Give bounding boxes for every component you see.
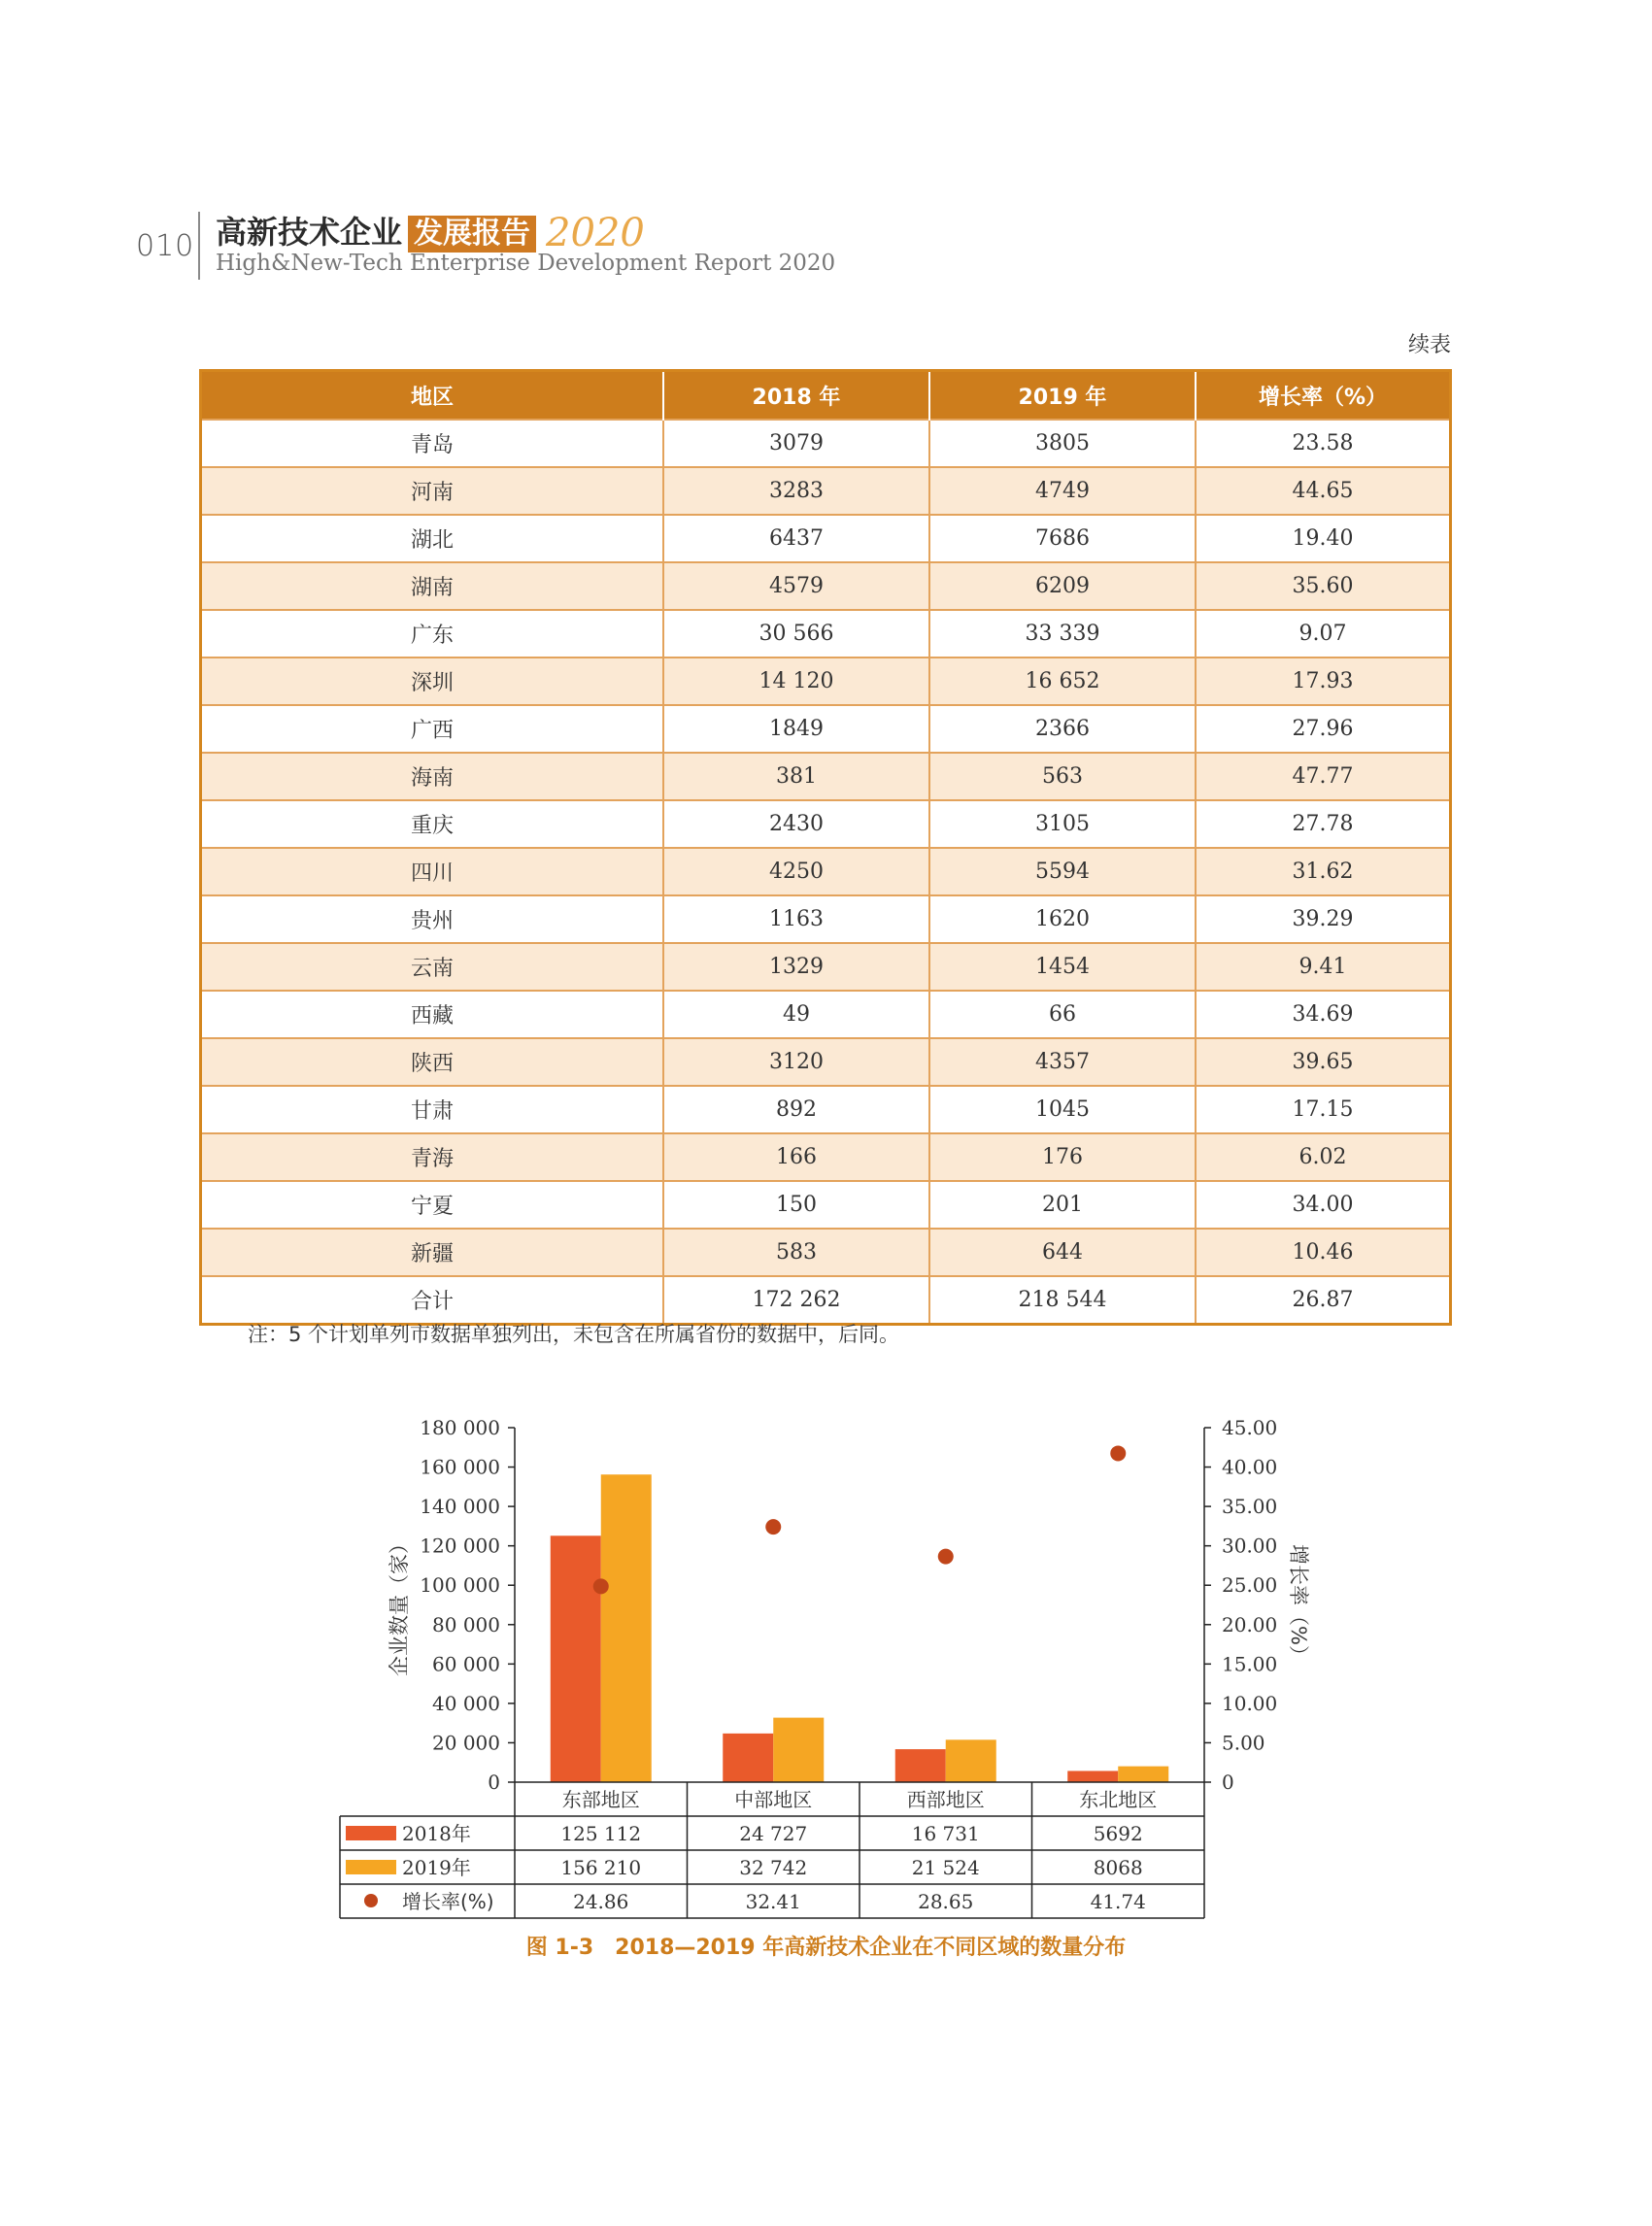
- data-label: 24.86: [573, 1890, 629, 1913]
- cell-growth: 35.60: [1196, 562, 1451, 610]
- cell-2019: 66: [929, 991, 1196, 1038]
- cell-region: 湖南: [201, 562, 664, 610]
- legend-swatch-2019: [346, 1860, 396, 1874]
- category-label: 中部地区: [734, 1788, 813, 1811]
- table-row: [201, 943, 1451, 991]
- cell-region: 重庆: [201, 800, 664, 848]
- bar-2018: [551, 1535, 601, 1782]
- cell-2018: 3079: [663, 420, 929, 467]
- growth-point: [593, 1578, 609, 1594]
- table-row: [201, 1229, 1451, 1276]
- cell-2018: 14 120: [663, 658, 929, 705]
- cell-region: 西藏: [201, 991, 664, 1038]
- cell-2019: 2366: [929, 705, 1196, 753]
- cell-growth: 19.40: [1196, 515, 1451, 562]
- cell-2019: 33 339: [929, 610, 1196, 658]
- growth-point: [765, 1519, 781, 1535]
- cell-2018: 2430: [663, 800, 929, 848]
- cell-growth: 27.78: [1196, 800, 1451, 848]
- data-label: 8068: [1093, 1856, 1143, 1879]
- cell-growth: 44.65: [1196, 467, 1451, 515]
- cell-region: 广东: [201, 610, 664, 658]
- table-row: [201, 1133, 1451, 1181]
- table-row: [201, 991, 1451, 1038]
- cell-region: 新疆: [201, 1229, 664, 1276]
- left-tick-label: 60 000: [432, 1652, 500, 1676]
- cell-2019: 644: [929, 1229, 1196, 1276]
- cell-region: 海南: [201, 753, 664, 800]
- cell-2019: 1454: [929, 943, 1196, 991]
- left-tick-label: 140 000: [420, 1495, 500, 1519]
- data-label: 41.74: [1090, 1890, 1146, 1913]
- cell-2018: 30 566: [663, 610, 929, 658]
- right-tick-label: 15.00: [1222, 1652, 1278, 1676]
- col-header-growth: 增长率（%）: [1196, 371, 1451, 421]
- cell-2018: 166: [663, 1133, 929, 1181]
- left-axis-title: 企业数量（家）: [388, 1534, 411, 1676]
- table-row: [201, 515, 1451, 562]
- cell-2019: 1045: [929, 1086, 1196, 1133]
- cell-2019: 218 544: [929, 1276, 1196, 1325]
- table-row: [201, 705, 1451, 753]
- cell-growth: 6.02: [1196, 1133, 1451, 1181]
- cell-2018: 583: [663, 1229, 929, 1276]
- left-tick-label: 20 000: [432, 1731, 500, 1755]
- left-tick-label: 80 000: [432, 1612, 500, 1636]
- cell-growth: 31.62: [1196, 848, 1451, 895]
- right-tick-label: 45.00: [1222, 1416, 1278, 1439]
- cell-2019: 3805: [929, 420, 1196, 467]
- cell-2019: 6209: [929, 562, 1196, 610]
- table-row: [201, 1181, 1451, 1229]
- cell-2019: 3105: [929, 800, 1196, 848]
- cell-growth: 17.93: [1196, 658, 1451, 705]
- cell-2018: 150: [663, 1181, 929, 1229]
- data-label: 24 727: [739, 1822, 808, 1845]
- table-row: [201, 658, 1451, 705]
- cell-2019: 5594: [929, 848, 1196, 895]
- cell-region: 青海: [201, 1133, 664, 1181]
- growth-point: [1110, 1445, 1126, 1461]
- table-row: [201, 1086, 1451, 1133]
- col-header-2018: 2018 年: [663, 371, 929, 421]
- cell-2018: 1163: [663, 895, 929, 943]
- bar-2019: [601, 1474, 652, 1782]
- cell-region: 合计: [201, 1276, 664, 1325]
- table-row: [201, 562, 1451, 610]
- cell-growth: 27.96: [1196, 705, 1451, 753]
- table-row: [201, 1038, 1451, 1086]
- cell-region: 湖北: [201, 515, 664, 562]
- cell-2019: 4749: [929, 467, 1196, 515]
- bar-2019: [1118, 1767, 1168, 1782]
- cell-region: 广西: [201, 705, 664, 753]
- category-label: 东部地区: [561, 1788, 640, 1811]
- cell-2018: 1849: [663, 705, 929, 753]
- right-tick-label: 0: [1222, 1771, 1234, 1794]
- table-note: 注：5 个计划单列市数据单独列出，未包含在所属省份的数据中，后同。: [248, 1323, 900, 1346]
- cell-region: 陕西: [201, 1038, 664, 1086]
- legend-swatch-growth: [364, 1894, 378, 1907]
- cell-2018: 381: [663, 753, 929, 800]
- data-label: 32.41: [745, 1890, 801, 1913]
- cell-growth: 17.15: [1196, 1086, 1451, 1133]
- title-cn: 高新技术企业: [216, 214, 403, 251]
- header-divider: [198, 212, 200, 280]
- report-title: [216, 208, 645, 253]
- cell-region: 甘肃: [201, 1086, 664, 1133]
- cell-region: 深圳: [201, 658, 664, 705]
- cell-growth: 10.46: [1196, 1229, 1451, 1276]
- cell-growth: 39.29: [1196, 895, 1451, 943]
- title-year: 2020: [546, 211, 645, 255]
- cell-2019: 1620: [929, 895, 1196, 943]
- category-label: 东北地区: [1079, 1788, 1158, 1811]
- bar-2018: [1067, 1771, 1118, 1782]
- cell-2018: 49: [663, 991, 929, 1038]
- table-header-row: [201, 371, 1451, 421]
- continued-label: 续表: [1408, 333, 1452, 357]
- cell-growth: 26.87: [1196, 1276, 1451, 1325]
- cell-region: 四川: [201, 848, 664, 895]
- cell-2018: 1329: [663, 943, 929, 991]
- cell-2018: 172 262: [663, 1276, 929, 1325]
- report-subtitle: High&New-Tech Enterprise Development Report 2020: [216, 251, 836, 276]
- col-header-2019: 2019 年: [929, 371, 1196, 421]
- right-tick-label: 10.00: [1222, 1691, 1278, 1715]
- cell-2018: 6437: [663, 515, 929, 562]
- left-tick-label: 120 000: [420, 1534, 500, 1558]
- right-tick-label: 20.00: [1222, 1612, 1278, 1636]
- bar-2019: [946, 1739, 996, 1782]
- region-chart: [330, 1399, 1310, 1923]
- table-row: [201, 1276, 1451, 1325]
- left-tick-label: 160 000: [420, 1455, 500, 1479]
- legend-swatch-2018: [346, 1826, 396, 1840]
- cell-2019: 176: [929, 1133, 1196, 1181]
- table-row: [201, 610, 1451, 658]
- table-row: [201, 848, 1451, 895]
- cell-growth: 34.00: [1196, 1181, 1451, 1229]
- cell-2018: 892: [663, 1086, 929, 1133]
- cell-2019: 7686: [929, 515, 1196, 562]
- right-tick-label: 30.00: [1222, 1534, 1278, 1558]
- cell-2018: 3120: [663, 1038, 929, 1086]
- page-number: 010: [136, 229, 195, 263]
- data-label: 21 524: [911, 1856, 980, 1879]
- left-tick-label: 0: [488, 1771, 500, 1794]
- cell-2018: 4579: [663, 562, 929, 610]
- data-label: 156 210: [560, 1856, 642, 1879]
- right-tick-label: 40.00: [1222, 1455, 1278, 1479]
- growth-point: [938, 1549, 954, 1565]
- data-label: 125 112: [560, 1822, 642, 1845]
- right-tick-label: 5.00: [1222, 1731, 1265, 1755]
- cell-growth: 9.07: [1196, 610, 1451, 658]
- data-label: 28.65: [918, 1890, 974, 1913]
- cell-2019: 563: [929, 753, 1196, 800]
- table-row: [201, 895, 1451, 943]
- cell-2018: 3283: [663, 467, 929, 515]
- table-row: [201, 420, 1451, 467]
- legend-label: 2019年: [402, 1856, 471, 1879]
- title-highlight: 发展报告: [408, 216, 536, 253]
- cell-growth: 39.65: [1196, 1038, 1451, 1086]
- left-tick-label: 180 000: [420, 1416, 500, 1439]
- left-tick-label: 100 000: [420, 1573, 500, 1598]
- table-row: [201, 800, 1451, 848]
- cell-growth: 34.69: [1196, 991, 1451, 1038]
- data-label: 32 742: [739, 1856, 808, 1879]
- region-table: [199, 369, 1452, 1326]
- cell-growth: 9.41: [1196, 943, 1451, 991]
- figure-caption: 图 1-3 2018—2019 年高新技术企业在不同区域的数量分布: [525, 1936, 1127, 1960]
- cell-growth: 23.58: [1196, 420, 1451, 467]
- category-label: 西部地区: [906, 1788, 985, 1811]
- col-header-region: 地区: [201, 371, 664, 421]
- data-label: 5692: [1093, 1822, 1143, 1845]
- cell-region: 宁夏: [201, 1181, 664, 1229]
- legend-label: 增长率(%): [402, 1890, 494, 1913]
- cell-growth: 47.77: [1196, 753, 1451, 800]
- bar-2018: [895, 1749, 946, 1782]
- cell-2018: 4250: [663, 848, 929, 895]
- left-tick-label: 40 000: [432, 1691, 500, 1715]
- right-tick-label: 25.00: [1222, 1573, 1278, 1598]
- right-tick-label: 35.00: [1222, 1495, 1278, 1519]
- cell-region: 青岛: [201, 420, 664, 467]
- right-axis-title: 增长率（%）: [1287, 1544, 1310, 1666]
- data-label: 16 731: [911, 1822, 980, 1845]
- legend-label: 2018年: [402, 1822, 471, 1845]
- table-row: [201, 753, 1451, 800]
- table-row: [201, 467, 1451, 515]
- cell-2019: 16 652: [929, 658, 1196, 705]
- cell-region: 贵州: [201, 895, 664, 943]
- cell-2019: 4357: [929, 1038, 1196, 1086]
- cell-region: 河南: [201, 467, 664, 515]
- cell-2019: 201: [929, 1181, 1196, 1229]
- bar-2018: [723, 1734, 773, 1782]
- cell-region: 云南: [201, 943, 664, 991]
- bar-2019: [773, 1718, 824, 1782]
